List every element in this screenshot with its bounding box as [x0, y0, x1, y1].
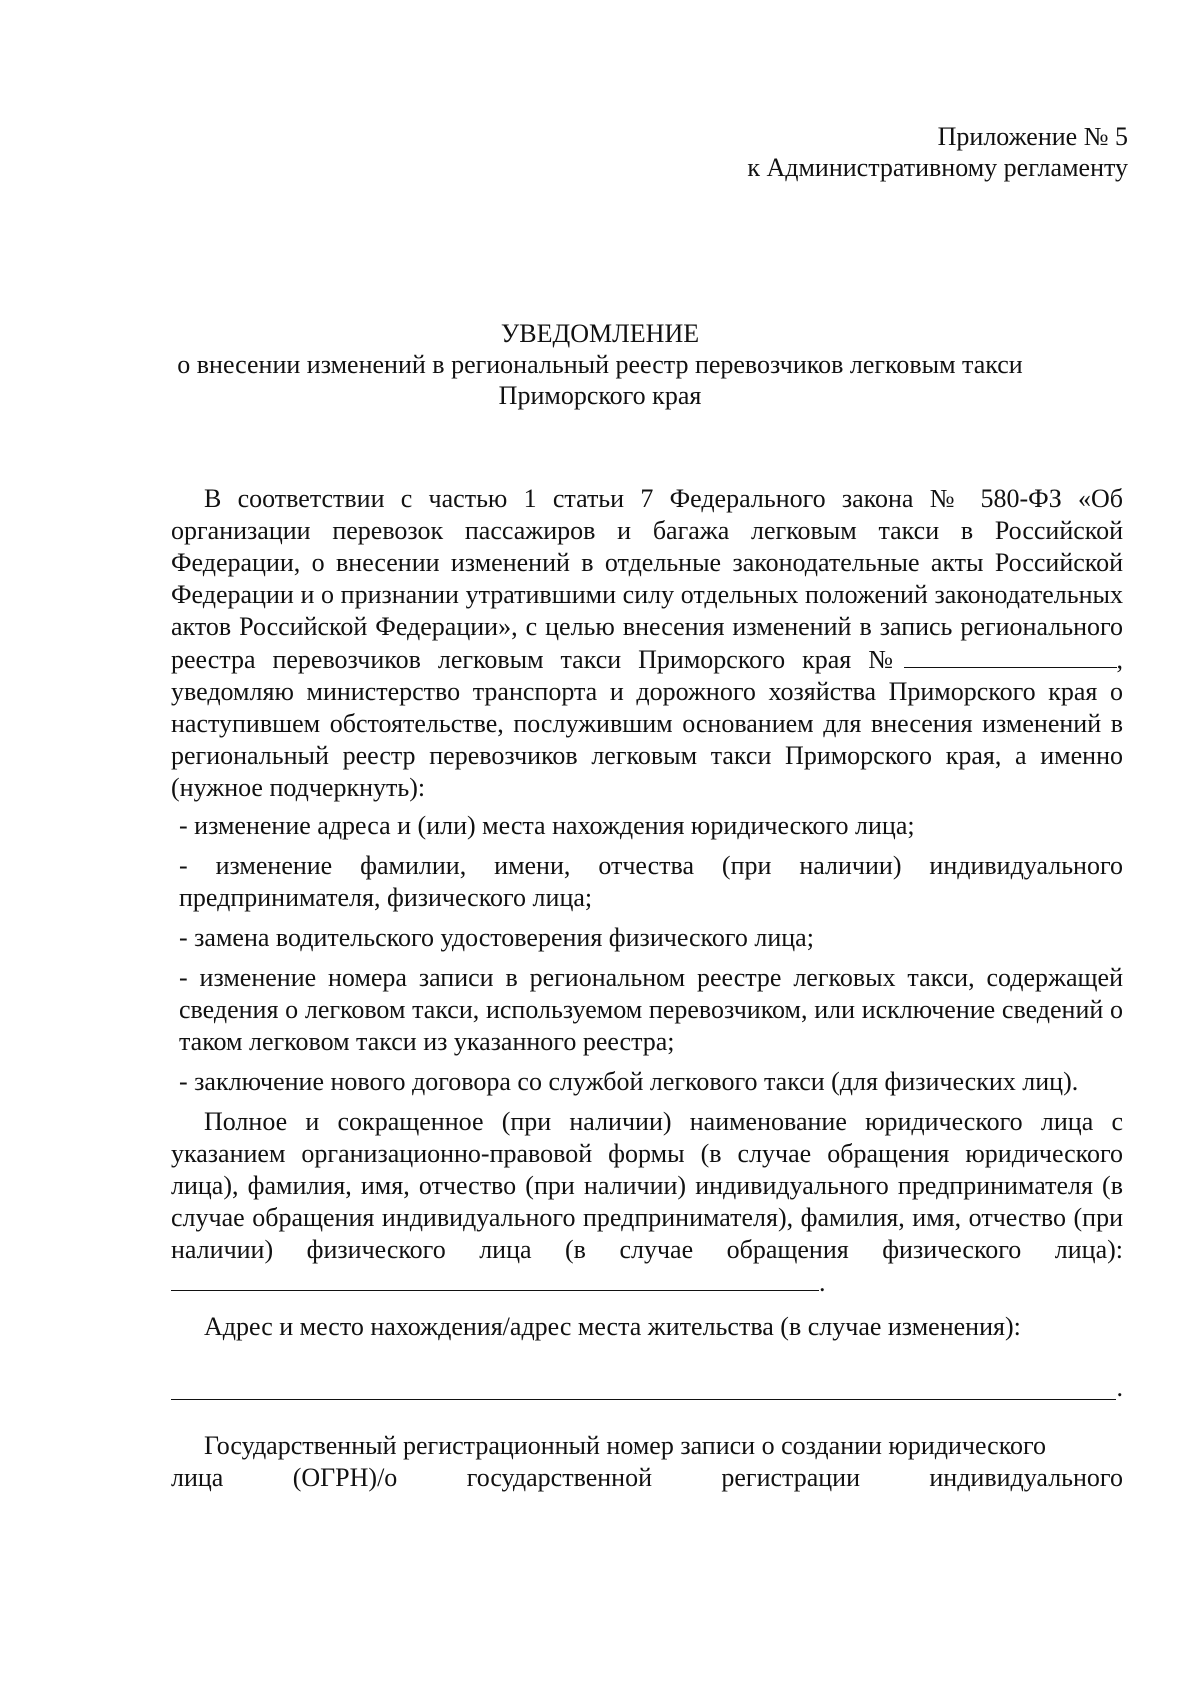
option-name-change[interactable]: - изменение фамилии, имени, отчества (при наличии) индивидуального предпринимателя, физического лица;: [179, 851, 1123, 912]
option-address-change[interactable]: - изменение адреса и (или) места нахождения юридического лица;: [179, 811, 915, 840]
option-license-replacement[interactable]: - замена водительского удостоверения физического лица;: [179, 923, 814, 952]
appendix-number: Приложение № 5: [937, 122, 1128, 151]
registration-line2: [171, 1462, 1123, 1494]
name-paragraph: [171, 1106, 1123, 1299]
intro-paragraph: [171, 483, 1123, 804]
title-heading: УВЕДОМЛЕНИЕ: [500, 319, 700, 348]
intro-text-before-number: В соответствии с частью 1 статьи 7 Федерального закона № 580-ФЗ «Об организации перевозок пассажиров и багажа легковым такси в Российской Федерации, о внесении изменений в отдельные законодательные акты Российской Федерации и о признании утратившими силу отдельных положений законодательных актов Российской Федерации», с целью внесения изменений в запись регионального реестра перевозчиков легковым такси Приморского края №: [171, 484, 1123, 674]
registration-word: (ОГРН)/о: [292, 1463, 398, 1492]
address-paragraph-text: Адрес и место нахождения/адрес места жительства (в случае изменения):: [204, 1312, 1021, 1341]
title-subtitle-line1: о внесении изменений в региональный реестр перевозчиков легковым такси: [177, 350, 1023, 379]
applicant-name-field[interactable]: [171, 1266, 819, 1291]
option-taxi-record-change[interactable]: - изменение номера записи в региональном реестре легковых такси, содержащей сведения о легковом такси, используемом перевозчиком, или исключение сведений о таком легковом такси из указанного реестра;: [179, 963, 1123, 1056]
appendix-reference: [528, 121, 1128, 183]
address-field[interactable]: [171, 1399, 1116, 1400]
address-field-row: [171, 1372, 1123, 1404]
registry-number-field[interactable]: [904, 643, 1117, 668]
registration-word: регистрации: [721, 1463, 860, 1492]
title-subtitle-line2: Приморского края: [498, 381, 702, 410]
registration-word: индивидуального: [929, 1463, 1123, 1492]
name-paragraph-text: Полное и сокращенное (при наличии) наименование юридического лица с указанием организационно-правовой формы (в случае обращения юридического лица), фамилия, имя, отчество (при наличии) индивидуального предпринимателя (в случае обращения индивидуального предпринимателя), фамилия, имя, отчество (при наличии) физического лица (в случае обращения физического лица):: [171, 1107, 1123, 1264]
option-new-contract[interactable]: - заключение нового договора со службой легкового такси (для физических лиц).: [179, 1067, 1079, 1096]
registration-word: лица: [171, 1463, 224, 1492]
address-field-end: .: [1116, 1373, 1123, 1402]
registration-paragraph: [171, 1430, 1123, 1462]
address-paragraph: [171, 1311, 1123, 1343]
intro-text-after-number: , уведомляю министерство транспорта и дорожного хозяйства Приморского края о наступившем обстоятельстве, послужившим основанием для внесения изменений в региональный реестр перевозчиков легковым такси Приморского края, а именно (нужное подчеркнуть):: [171, 645, 1123, 802]
name-paragraph-end: .: [819, 1268, 826, 1297]
document-body: [171, 483, 1123, 1343]
appendix-regulation: к Административному регламенту: [747, 153, 1128, 182]
document-title: [150, 318, 1050, 411]
registration-word: государственной: [466, 1463, 652, 1492]
registration-line1: Государственный регистрационный номер записи о создании юридического: [204, 1431, 1047, 1460]
